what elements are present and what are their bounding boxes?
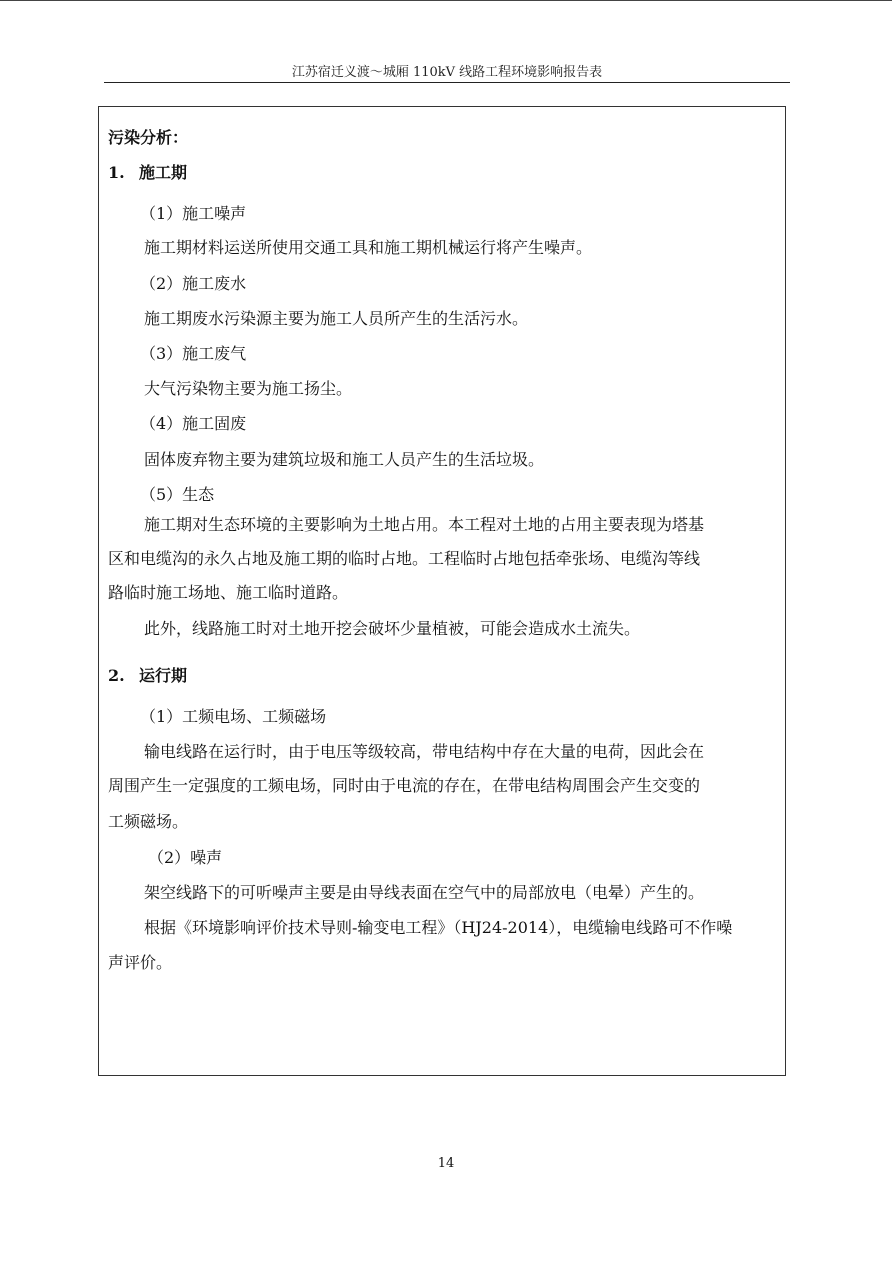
page-top-border bbox=[0, 0, 892, 1]
construction-number: 1. bbox=[108, 163, 125, 182]
construction-solid-text: 固体废弃物主要为建筑垃圾和施工人员产生的生活垃圾。 bbox=[144, 450, 545, 469]
operation-number: 2. bbox=[108, 666, 125, 685]
construction-eco-line: 施工期对生态环境的主要影响为土地占用。本工程对土地的占用主要表现为塔基 bbox=[144, 515, 705, 534]
construction-title: 施工期 bbox=[139, 163, 188, 182]
running-header: 江苏宿迁义渡～城厢 110kV 线路工程环境影响报告表 bbox=[291, 65, 603, 80]
operation-emf-line: 输电线路在运行时，由于电压等级较高，带电结构中存在大量的电荷，因此会在 bbox=[144, 742, 705, 761]
content-box bbox=[98, 106, 786, 1076]
construction-eco-line: 区和电缆沟的永久占地及施工期的临时占地。工程临时占地包括牵张场、电缆沟等线 bbox=[108, 549, 701, 568]
construction-noise-title: （1）施工噪声 bbox=[140, 204, 247, 223]
construction-eco-title: （5）生态 bbox=[140, 485, 215, 504]
page-number: 14 bbox=[437, 1156, 455, 1171]
operation-heading bbox=[108, 666, 187, 686]
operation-noise-title: （2）噪声 bbox=[148, 848, 223, 867]
section-heading: 污染分析： bbox=[108, 128, 189, 147]
operation-noise-line: 声评价。 bbox=[108, 953, 173, 972]
operation-noise-line: 架空线路下的可听噪声主要是由导线表面在空气中的局部放电（电晕）产生的。 bbox=[144, 883, 705, 902]
construction-eco-line: 此外，线路施工时对土地开挖会破坏少量植被，可能会造成水土流失。 bbox=[144, 619, 641, 638]
construction-wastewater-text: 施工期废水污染源主要为施工人员所产生的生活污水。 bbox=[144, 309, 529, 328]
construction-exhaust-title: （3）施工废气 bbox=[140, 344, 247, 363]
operation-emf-line: 周围产生一定强度的工频电场，同时由于电流的存在，在带电结构周围会产生交变的 bbox=[108, 776, 701, 795]
construction-wastewater-title: （2）施工废水 bbox=[140, 274, 247, 293]
construction-solid-title: （4）施工固废 bbox=[140, 414, 247, 433]
operation-title: 运行期 bbox=[139, 666, 188, 685]
operation-noise-line: 根据《环境影响评价技术导则-输变电工程》（HJ24-2014），电缆输电线路可不作噪 bbox=[144, 918, 733, 937]
construction-eco-line: 路临时施工场地、施工临时道路。 bbox=[108, 583, 349, 602]
operation-emf-title: （1）工频电场、工频磁场 bbox=[140, 707, 327, 726]
operation-emf-line: 工频磁场。 bbox=[108, 812, 189, 831]
construction-heading bbox=[108, 163, 187, 183]
construction-noise-text: 施工期材料运送所使用交通工具和施工期机械运行将产生噪声。 bbox=[144, 238, 593, 257]
construction-exhaust-text: 大气污染物主要为施工扬尘。 bbox=[144, 379, 353, 398]
header-rule bbox=[104, 82, 790, 83]
